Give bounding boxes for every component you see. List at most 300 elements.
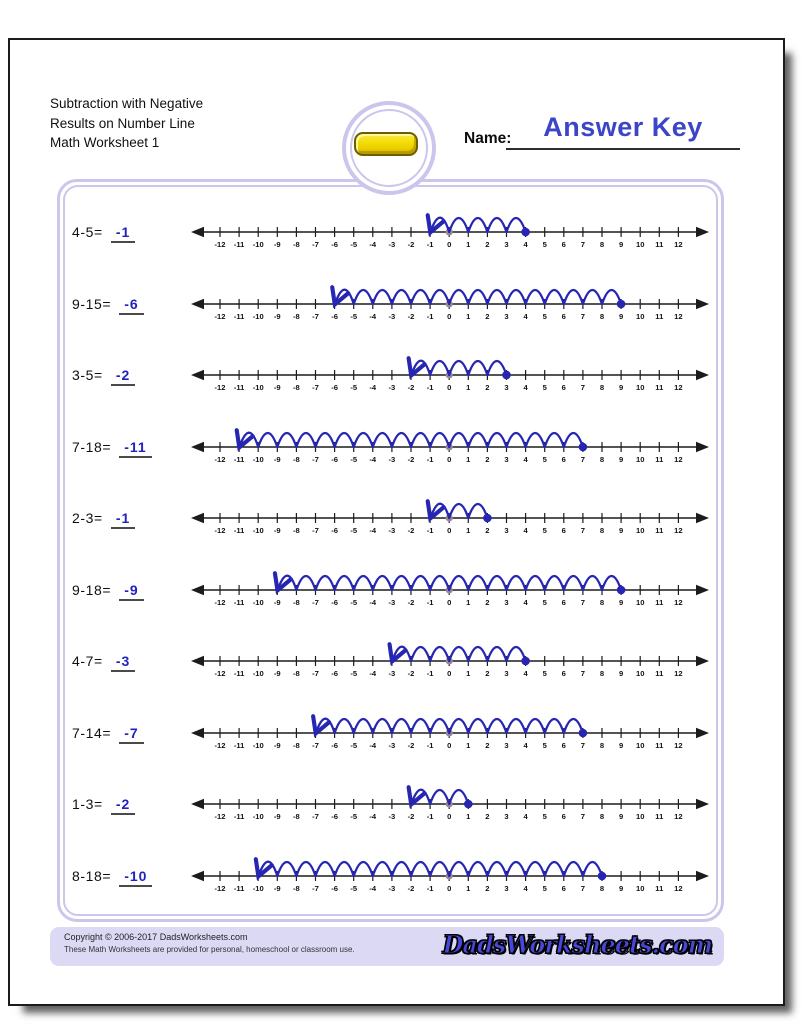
tick-label: -9 (273, 311, 281, 321)
tick-label: -12 (214, 240, 226, 249)
hop-arc (335, 719, 354, 733)
left-arrow-icon (191, 799, 204, 810)
hop-arc (411, 647, 430, 661)
start-dot (521, 657, 530, 666)
hop-arc (392, 862, 411, 876)
tick-label: 12 (674, 597, 683, 607)
tick-label: -6 (331, 597, 338, 607)
start-dot (617, 299, 626, 308)
left-arrow-icon (191, 727, 204, 738)
hop-arc (392, 576, 411, 590)
tick-label: 10 (635, 526, 645, 535)
hop-arc (316, 862, 335, 876)
right-arrow-icon (696, 584, 709, 595)
tick-label: -4 (369, 812, 377, 821)
tick-label: 7 (580, 454, 586, 464)
hop-arc (316, 576, 335, 590)
tick-label: -9 (273, 740, 281, 750)
hop-arc-final (393, 647, 411, 661)
right-arrow-icon (696, 799, 709, 810)
left-arrow-icon (191, 870, 204, 881)
decorative-circle (342, 101, 436, 195)
problem-row (10, 844, 783, 900)
hop-arc (354, 290, 373, 304)
tick-label: -3 (388, 883, 396, 893)
hop-arc (526, 433, 545, 447)
right-arrow-icon (696, 870, 709, 881)
problem-row (10, 343, 783, 399)
tick-label: -11 (233, 883, 245, 893)
yellow-marker-icon (354, 132, 418, 156)
tick-label: 12 (674, 240, 683, 249)
hop-arc (392, 433, 411, 447)
tick-label: 0 (447, 311, 452, 321)
hop-arc (373, 862, 392, 876)
tick-label: 2 (485, 311, 490, 321)
tick-label: 0 (447, 740, 452, 750)
equation (72, 868, 152, 884)
tick-label: -8 (293, 883, 300, 893)
hop-arc (411, 290, 430, 304)
tick-label: -6 (331, 240, 338, 249)
tick-label: -11 (233, 669, 245, 678)
equation-answer: -11 (119, 439, 151, 458)
tick-label: 9 (618, 740, 624, 750)
start-dot (521, 228, 530, 237)
tick-label: -2 (407, 669, 415, 678)
right-arrow-icon (696, 656, 709, 667)
tick-label: 9 (618, 454, 624, 464)
hop-arc (354, 433, 373, 447)
left-arrow-icon (191, 227, 204, 238)
tick-label: -3 (388, 812, 396, 821)
tick-label: 3 (504, 454, 509, 464)
tick-label: 7 (580, 311, 586, 321)
problem-row (10, 772, 783, 828)
tick-label: -4 (369, 526, 377, 535)
tick-label: -12 (214, 669, 226, 678)
hop-arc (468, 862, 487, 876)
tick-label: 3 (504, 597, 509, 607)
tick-label: 8 (599, 383, 605, 392)
equation (72, 796, 135, 812)
tick-label: 5 (542, 311, 547, 321)
tick-label: -6 (331, 669, 338, 678)
tick-label: -4 (369, 383, 377, 392)
tick-label: 8 (599, 240, 605, 249)
hop-arc (296, 576, 315, 590)
tick-label: -4 (369, 597, 377, 607)
tick-label: 3 (504, 812, 509, 821)
equation (72, 725, 144, 741)
equation-answer: -9 (119, 582, 143, 601)
tick-label: 12 (674, 526, 683, 535)
hop-arc (487, 218, 506, 232)
tick-label: -5 (350, 240, 358, 249)
tick-label: -2 (407, 597, 415, 607)
tick-label: 1 (466, 311, 471, 321)
tick-label: 10 (635, 311, 645, 321)
tick-label: -2 (407, 454, 415, 464)
tick-label: 4 (523, 240, 528, 249)
equation-answer: -7 (119, 725, 143, 744)
hop-arc (487, 647, 506, 661)
hop-arc (468, 647, 487, 661)
tick-label: 4 (523, 526, 528, 535)
tick-label: -12 (214, 311, 226, 321)
tick-label: 3 (504, 526, 509, 535)
tick-label: 3 (504, 240, 509, 249)
start-dot (464, 800, 473, 809)
tick-label: -12 (214, 883, 226, 893)
tick-label: -10 (252, 311, 264, 321)
right-arrow-icon (696, 727, 709, 738)
tick-label: 11 (655, 454, 664, 464)
equation-label: 4-7= (72, 653, 103, 669)
tick-label: -3 (388, 240, 396, 249)
hop-arc (487, 576, 506, 590)
hop-arc (507, 862, 526, 876)
tick-label: 11 (655, 383, 664, 392)
tick-label: 2 (485, 383, 490, 392)
problem-row (10, 558, 783, 614)
tick-label: 12 (674, 311, 683, 321)
tick-label: -2 (407, 526, 415, 535)
tick-label: 5 (542, 240, 547, 249)
number-line (190, 772, 710, 824)
hop-arc (411, 576, 430, 590)
worksheet-title (50, 94, 203, 153)
hop-arc-final (260, 861, 278, 875)
tick-label: 7 (580, 812, 586, 821)
tick-label: 2 (485, 812, 490, 821)
right-arrow-icon (696, 513, 709, 524)
tick-label: -1 (426, 669, 434, 678)
tick-label: 7 (580, 383, 586, 392)
tick-label: 1 (466, 883, 471, 893)
tick-label: -9 (273, 454, 281, 464)
tick-label: 2 (485, 597, 490, 607)
hop-arc (507, 433, 526, 447)
tick-label: 1 (466, 812, 471, 821)
equation-label: 4-5= (72, 224, 103, 240)
hop-arc (526, 862, 545, 876)
tick-label: 2 (485, 454, 490, 464)
equation (72, 367, 135, 383)
start-dot (483, 514, 492, 523)
tick-label: -7 (312, 383, 319, 392)
tick-label: 2 (485, 740, 490, 750)
tick-label: 8 (599, 812, 605, 821)
tick-label: -12 (214, 812, 226, 821)
tick-label: 5 (542, 812, 547, 821)
hop-arc (392, 290, 411, 304)
equation-label: 9-15= (72, 295, 112, 312)
tick-label: -7 (312, 883, 319, 893)
hop-arc-final (279, 575, 297, 589)
tick-label: 7 (580, 526, 586, 535)
tick-label: 0 (447, 883, 452, 893)
tick-label: 0 (447, 454, 452, 464)
tick-label: 4 (523, 669, 528, 678)
tick-label: 7 (580, 240, 586, 249)
tick-label: -3 (388, 311, 396, 321)
tick-label: -5 (350, 311, 358, 321)
tick-label: -8 (293, 240, 300, 249)
hop-arc (258, 433, 277, 447)
tick-label: -8 (293, 311, 300, 321)
tick-label: -10 (252, 526, 264, 535)
start-dot (579, 442, 588, 451)
tick-label: -5 (350, 740, 358, 750)
tick-label: 7 (580, 740, 586, 750)
tick-label: 12 (674, 812, 683, 821)
number-line (190, 343, 710, 395)
equation-label: 7-14= (72, 724, 112, 741)
hop-arc (487, 433, 506, 447)
hop-arc-final (336, 289, 354, 303)
tick-label: -8 (293, 812, 300, 821)
tick-label: -1 (426, 311, 434, 321)
tick-label: 6 (561, 311, 566, 321)
number-line (190, 701, 710, 753)
tick-label: -6 (331, 812, 338, 821)
left-arrow-icon (191, 370, 204, 381)
tick-label: 7 (580, 669, 586, 678)
tick-label: 5 (542, 883, 547, 893)
usage-text: These Math Worksheets are provided for personal, homeschool or classroom use. (64, 945, 355, 954)
tick-label: 9 (618, 526, 624, 535)
hop-arc-final (241, 432, 259, 446)
tick-label: -3 (388, 383, 396, 392)
tick-label: -5 (350, 812, 358, 821)
hop-arc (411, 862, 430, 876)
tick-label: 12 (674, 669, 683, 678)
hop-arc (277, 862, 296, 876)
tick-label: -12 (214, 526, 226, 535)
tick-label: -7 (312, 740, 319, 750)
hop-arc (468, 361, 487, 375)
tick-label: 1 (466, 597, 471, 607)
hop-arc (335, 862, 354, 876)
tick-label: 6 (561, 812, 566, 821)
hop-arc (354, 719, 373, 733)
tick-label: -4 (369, 240, 377, 249)
equation-answer: -2 (111, 367, 135, 386)
hop-arc-final (317, 718, 335, 732)
hop-arc (296, 862, 315, 876)
tick-label: -11 (233, 597, 245, 607)
number-line (190, 486, 710, 538)
tick-label: 6 (561, 669, 566, 678)
equation-answer: -3 (111, 653, 135, 672)
tick-label: -6 (331, 883, 338, 893)
tick-label: -9 (273, 526, 281, 535)
hop-arc (507, 719, 526, 733)
hop-arc-final (413, 361, 431, 375)
equation (72, 653, 135, 669)
problem-row (10, 272, 783, 328)
hop-arc (526, 576, 545, 590)
tick-label: -11 (233, 526, 245, 535)
tick-label: -10 (252, 383, 264, 392)
hop-arc (545, 290, 564, 304)
left-arrow-icon (191, 441, 204, 452)
tick-label: -5 (350, 454, 358, 464)
number-line (190, 629, 710, 681)
worksheet-page (8, 38, 785, 1006)
tick-label: -11 (233, 383, 245, 392)
tick-label: 5 (542, 597, 547, 607)
hop-arc-final (413, 790, 431, 804)
problem-row (10, 415, 783, 471)
tick-label: 1 (466, 454, 471, 464)
copyright-text: Copyright © 2006-2017 DadsWorksheets.com (64, 932, 248, 942)
number-line (190, 200, 710, 252)
number-line (190, 272, 710, 324)
equation-label: 1-3= (72, 796, 103, 812)
hop-arc (487, 862, 506, 876)
tick-label: 2 (485, 526, 490, 535)
tick-label: 8 (599, 311, 605, 321)
tick-label: -2 (407, 383, 415, 392)
tick-label: 4 (523, 597, 528, 607)
title-line-1: Subtraction with Negative (50, 96, 204, 111)
tick-label: -3 (388, 454, 396, 464)
tick-label: -8 (293, 597, 300, 607)
tick-label: -8 (293, 526, 300, 535)
tick-label: -12 (214, 740, 226, 750)
number-line (190, 415, 710, 467)
problem-row (10, 486, 783, 542)
tick-label: 0 (447, 812, 452, 821)
tick-label: 10 (635, 240, 645, 249)
tick-label: 1 (466, 740, 471, 750)
tick-label: 11 (655, 669, 664, 678)
tick-label: -10 (252, 597, 264, 607)
tick-label: -8 (293, 740, 300, 750)
tick-label: -8 (293, 383, 300, 392)
tick-label: 0 (447, 526, 452, 535)
tick-label: -11 (233, 740, 245, 750)
hop-arc (373, 719, 392, 733)
equation-label: 2-3= (72, 510, 103, 526)
tick-label: -7 (312, 311, 319, 321)
tick-label: -9 (273, 240, 281, 249)
tick-label: 3 (504, 740, 509, 750)
hop-arc (335, 433, 354, 447)
hop-arc (296, 433, 315, 447)
tick-label: 10 (635, 383, 645, 392)
equation-label: 9-18= (72, 581, 112, 598)
tick-label: -5 (350, 526, 358, 535)
tick-label: -9 (273, 597, 281, 607)
hop-arc (487, 290, 506, 304)
tick-label: -1 (426, 812, 434, 821)
hop-arc (564, 576, 583, 590)
tick-label: 4 (523, 740, 528, 750)
equation-label: 3-5= (72, 367, 103, 383)
tick-label: -4 (369, 740, 377, 750)
hop-arc (545, 862, 564, 876)
left-arrow-icon (191, 513, 204, 524)
hop-arc (392, 719, 411, 733)
hop-arc (354, 576, 373, 590)
tick-label: 10 (635, 740, 645, 750)
tick-label: 4 (523, 883, 528, 893)
tick-label: -1 (426, 240, 434, 249)
tick-label: -9 (273, 883, 281, 893)
tick-label: 11 (655, 883, 664, 893)
start-dot (598, 871, 607, 880)
hop-arc (507, 576, 526, 590)
tick-label: -12 (214, 597, 226, 607)
tick-label: 6 (561, 383, 566, 392)
problem-row (10, 701, 783, 757)
tick-label: -6 (331, 311, 338, 321)
left-arrow-icon (191, 656, 204, 667)
tick-label: 11 (655, 311, 664, 321)
hop-arc (354, 862, 373, 876)
equation-answer: -2 (111, 796, 135, 815)
tick-label: 9 (618, 383, 624, 392)
tick-label: -7 (312, 526, 319, 535)
right-arrow-icon (696, 370, 709, 381)
tick-label: -6 (331, 383, 338, 392)
tick-label: 0 (447, 597, 452, 607)
hop-arc (373, 290, 392, 304)
tick-label: 5 (542, 454, 547, 464)
tick-label: 11 (655, 526, 664, 535)
tick-label: 11 (655, 240, 664, 249)
tick-label: -2 (407, 812, 415, 821)
hop-arc (373, 576, 392, 590)
tick-label: 4 (523, 383, 528, 392)
tick-label: -10 (252, 240, 264, 249)
tick-label: -4 (369, 311, 377, 321)
tick-label: -10 (252, 883, 264, 893)
hop-arc (507, 290, 526, 304)
hop-arc (373, 433, 392, 447)
hop-arc (487, 719, 506, 733)
tick-label: -7 (312, 669, 319, 678)
tick-label: 10 (635, 669, 645, 678)
tick-label: -1 (426, 597, 434, 607)
tick-label: -3 (388, 526, 396, 535)
equation-label: 8-18= (72, 867, 112, 884)
tick-label: -1 (426, 740, 434, 750)
tick-label: -1 (426, 883, 434, 893)
hop-arc (277, 433, 296, 447)
tick-label: -5 (350, 669, 358, 678)
tick-label: -11 (233, 812, 245, 821)
tick-label: 11 (655, 740, 664, 750)
tick-label: -8 (293, 454, 300, 464)
hop-arc (316, 433, 335, 447)
equation-answer: -1 (111, 510, 135, 529)
tick-label: 3 (504, 311, 509, 321)
tick-label: 7 (580, 883, 586, 893)
tick-label: 0 (447, 240, 452, 249)
tick-label: 8 (599, 740, 605, 750)
tick-label: -10 (252, 454, 264, 464)
hop-arc (545, 433, 564, 447)
hop-arc (468, 433, 487, 447)
tick-label: 8 (599, 669, 605, 678)
hop-arc (411, 719, 430, 733)
tick-label: 4 (523, 454, 528, 464)
dadsworksheets-logo: DadsWorksheets.com (442, 930, 712, 959)
